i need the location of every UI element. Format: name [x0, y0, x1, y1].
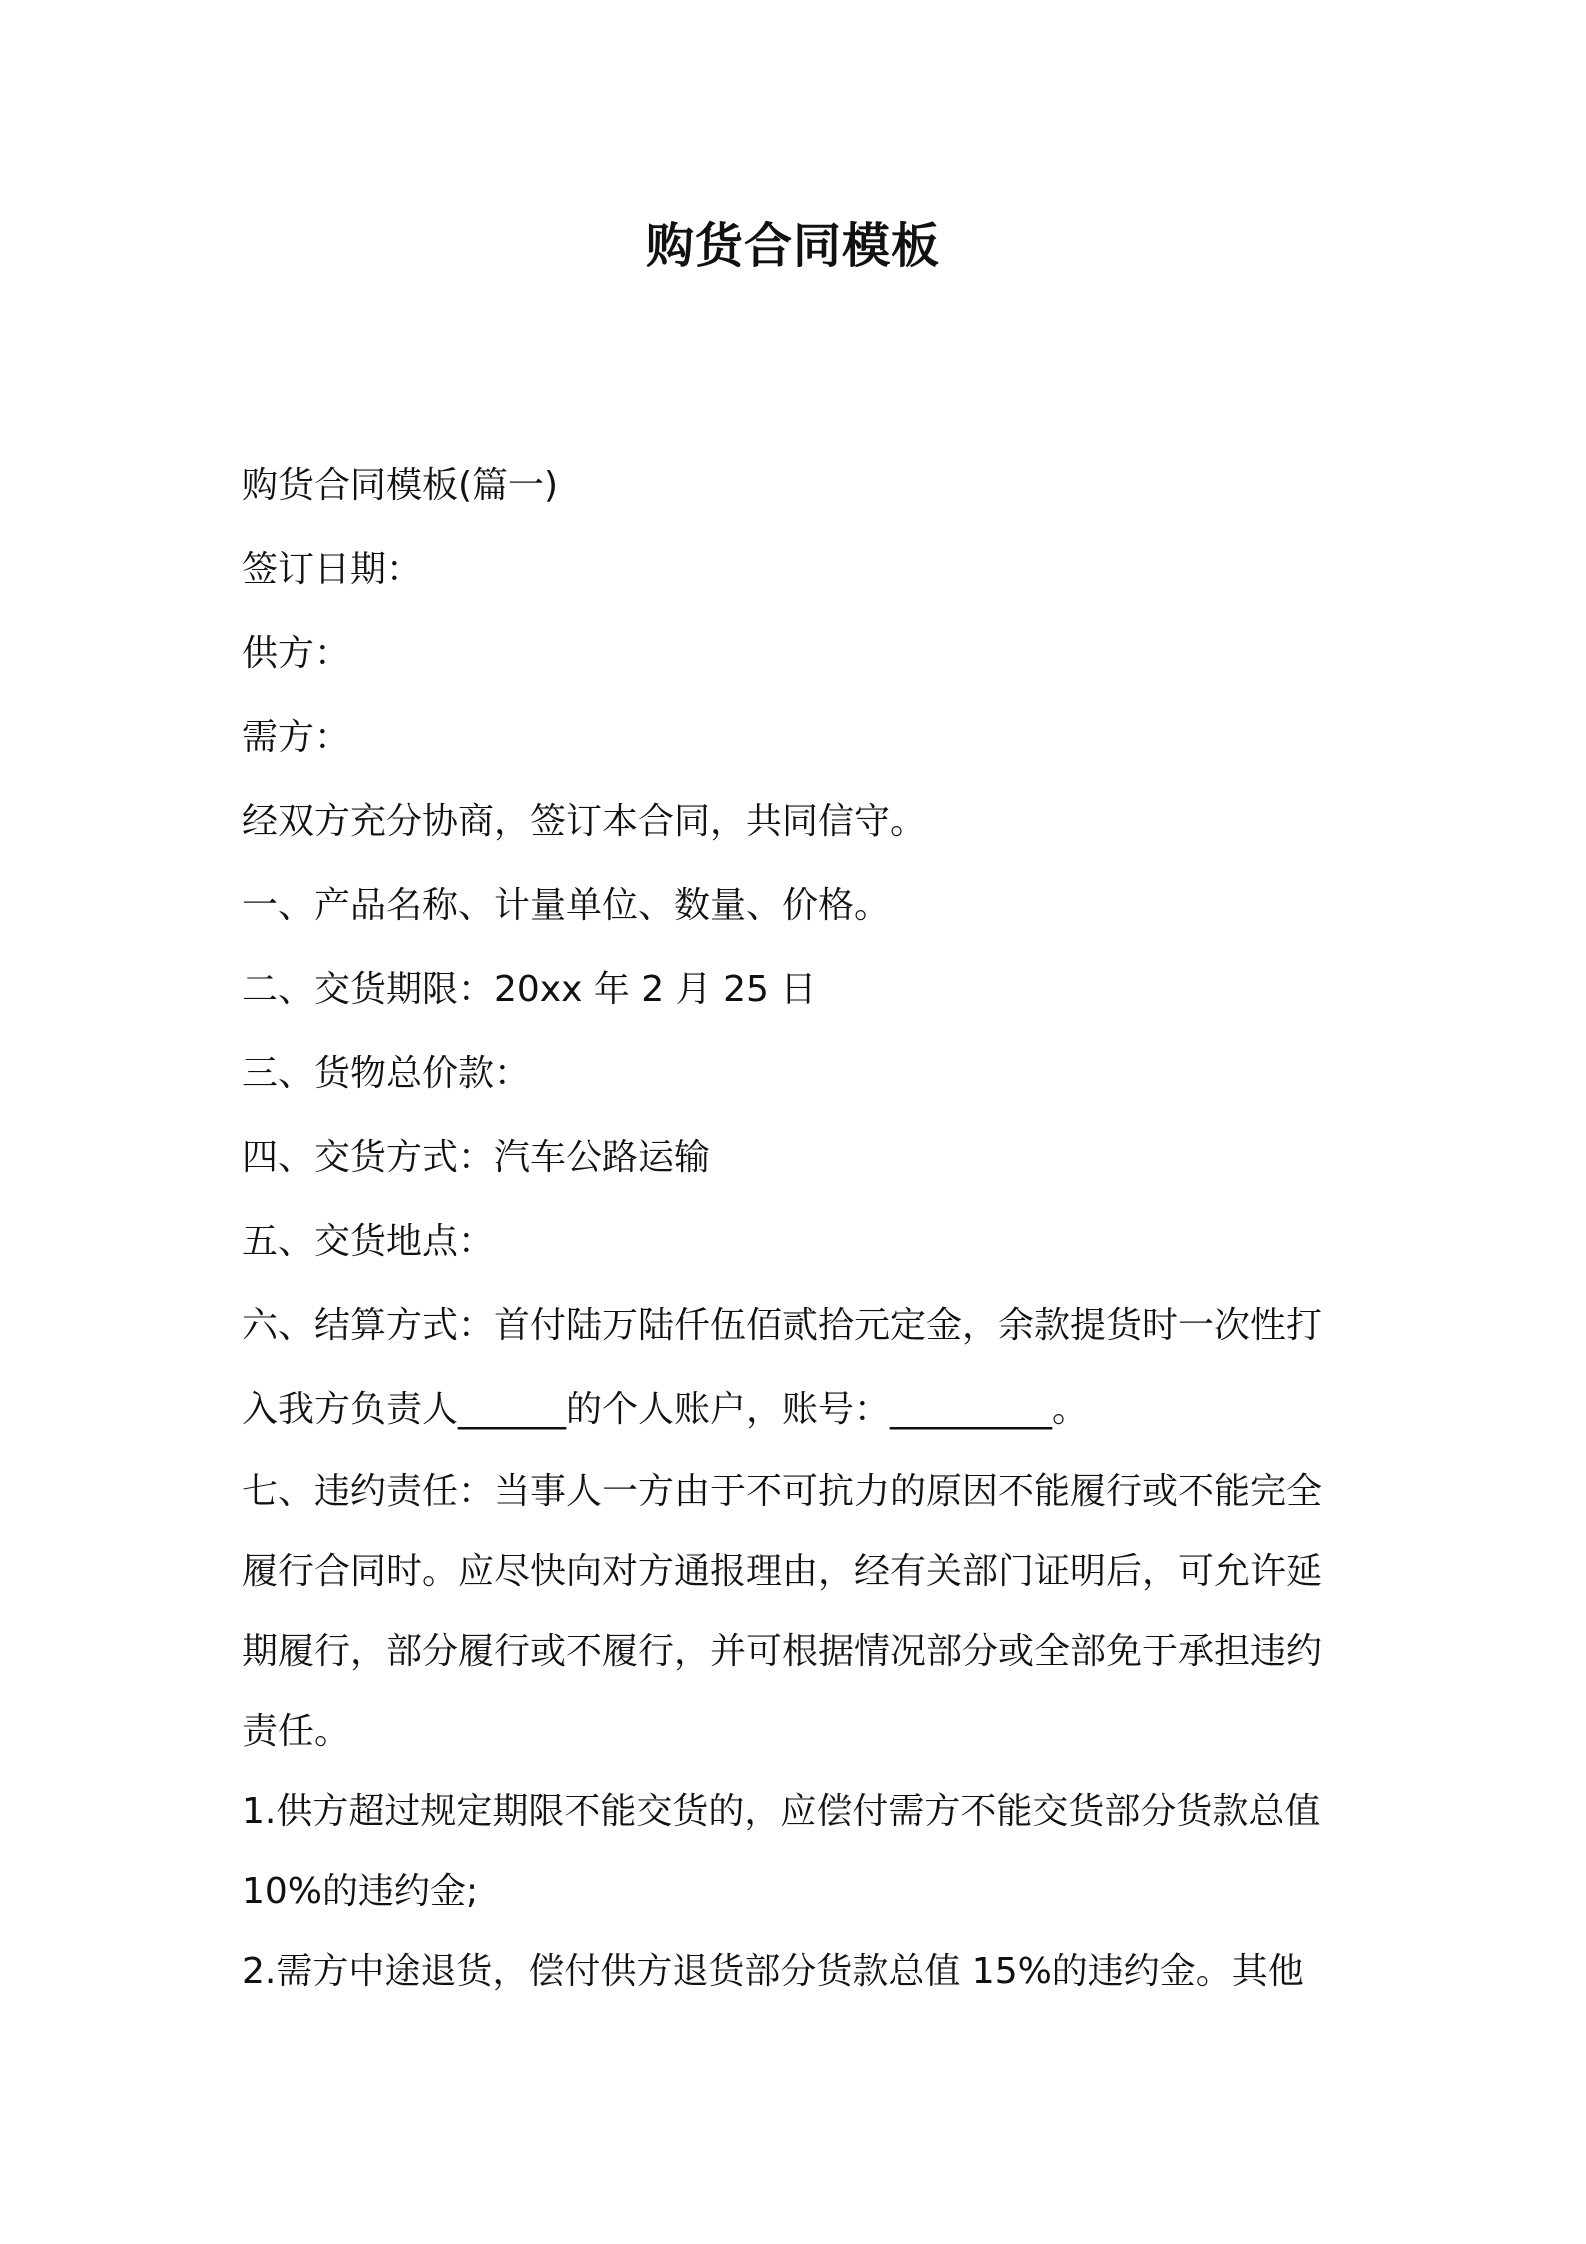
clause-5: 五、交货地点： — [242, 1221, 495, 1262]
clause-2: 二、交货期限：20xx 年 2 月 25 日 — [242, 969, 817, 1010]
supplier-label: 供方： — [242, 633, 351, 674]
clause-3: 三、货物总价款： — [242, 1053, 531, 1094]
clause-6-line-1: 六、结算方式：首付陆万陆仟伍佰贰拾元定金，余款提货时一次性打 — [242, 1305, 1323, 1346]
clause-4: 四、交货方式：汽车公路运输 — [242, 1137, 711, 1178]
document-title: 购货合同模板 — [645, 218, 940, 274]
preamble-text: 经双方充分协商，签订本合同，共同信守。 — [242, 801, 927, 842]
clause-1: 一、产品名称、计量单位、数量、价格。 — [242, 885, 891, 926]
penalty-1-line-2: 10%的违约金; — [242, 1871, 479, 1912]
clause-7-line-4: 责任。 — [242, 1711, 351, 1752]
penalty-1-line-1: 1.供方超过规定期限不能交货的，应偿付需方不能交货部分货款总值 — [242, 1791, 1321, 1832]
clause-6-line-2: 入我方负责人______的个人账户，账号：_________。 — [242, 1389, 1089, 1430]
buyer-label: 需方： — [242, 717, 351, 758]
clause-7-line-2: 履行合同时。应尽快向对方通报理由，经有关部门证明后，可允许延 — [242, 1551, 1323, 1592]
section-heading: 购货合同模板(篇一) — [242, 465, 559, 506]
signing-date-label: 签订日期： — [242, 549, 423, 590]
penalty-2-line-1: 2.需方中途退货，偿付供方退货部分货款总值 15%的违约金。其他 — [242, 1951, 1304, 1992]
clause-7-line-3: 期履行，部分履行或不履行，并可根据情况部分或全部免于承担违约 — [242, 1631, 1323, 1672]
clause-7-line-1: 七、违约责任：当事人一方由于不可抗力的原因不能履行或不能完全 — [242, 1471, 1323, 1512]
document-body — [242, 444, 1362, 2012]
